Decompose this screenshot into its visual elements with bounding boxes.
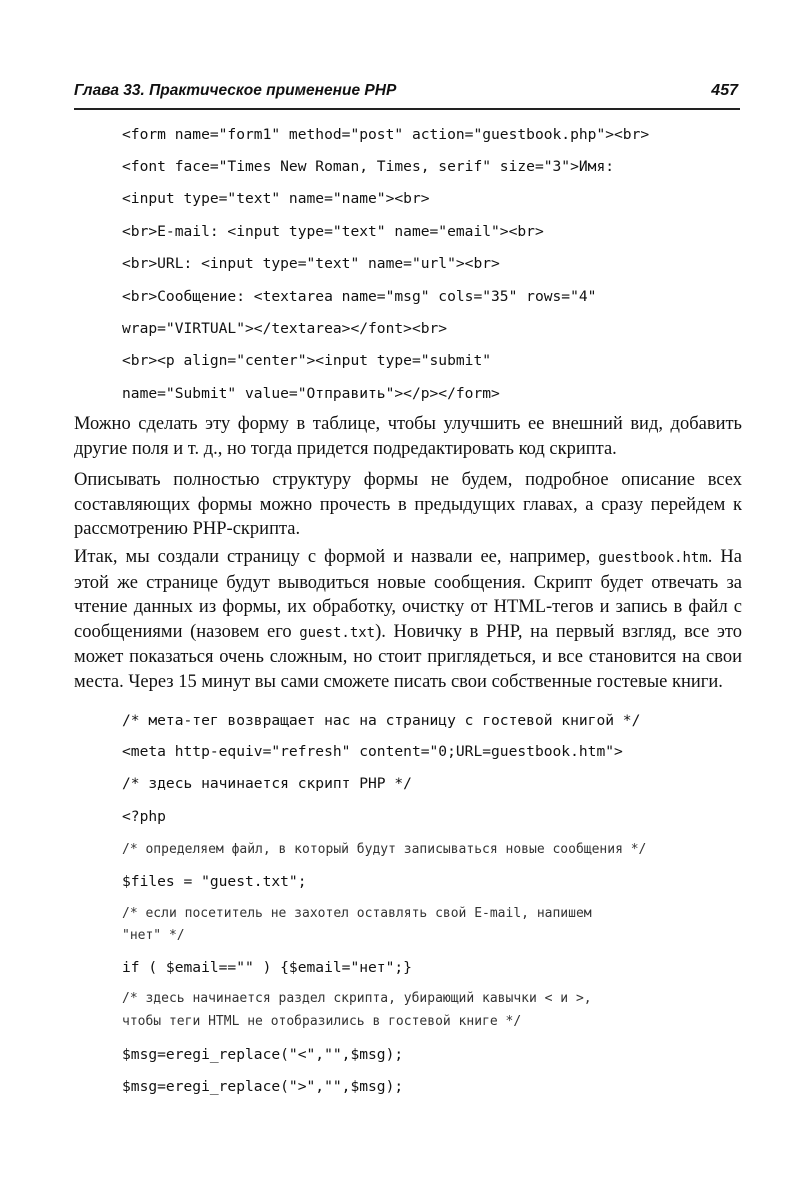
code-line: <?php: [122, 808, 166, 825]
paragraph-text: . На этой же странице будут выводиться новые сообщения. Скрипт будет отвечать за чтение данных из формы, их обработку, очистку от HTML-тегов и запись в файл с сообщениями (назовем его: [74, 547, 742, 642]
code-line: $msg=eregi_replace("<","",$msg);: [122, 1046, 404, 1063]
page-number: 457: [711, 82, 738, 99]
code-line: $msg=eregi_replace(">","",$msg);: [122, 1078, 404, 1095]
body-paragraph: [74, 545, 742, 694]
code-line: <form name="form1" method="post" action="guestbook.php"><br>: [122, 126, 650, 143]
code-comment: /* здесь начинается раздел скрипта, убирающий кавычки < и >,: [122, 991, 592, 1006]
code-line: if ( $email=="" ) {$email="нет";}: [122, 959, 412, 976]
code-line: wrap="VIRTUAL"></textarea></font><br>: [122, 320, 448, 337]
code-line: <br>E-mail: <input type="text" name="email"><br>: [122, 223, 544, 240]
running-header: [74, 82, 738, 104]
code-comment: /* здесь начинается скрипт PHP */: [122, 775, 412, 792]
filename-inline: guest.txt: [299, 624, 376, 641]
paragraph-text: Итак, мы создали страницу с формой и назвали ее, например,: [74, 547, 599, 567]
code-line: <font face="Times New Roman, Times, serif" size="3">Имя:: [122, 158, 615, 175]
code-comment: /* мета-тег возвращает нас на страницу с гостевой книгой */: [122, 712, 641, 729]
chapter-title: Глава 33. Практическое применение PHP: [74, 82, 397, 99]
code-line: <input type="text" name="name"><br>: [122, 190, 430, 207]
header-rule: [74, 108, 740, 110]
code-comment: "нет" */: [122, 928, 185, 943]
code-comment: /* если посетитель не захотел оставлять свой E-mail, напишем: [122, 906, 592, 921]
paragraph-text: ). Новичку в PHP, на первый взгляд, все это может показаться очень сложным, но стоит приглядеться, и все становится на свои места. Через 15 минут вы сами сможете писать свои собственные гостевые книги.: [74, 621, 743, 692]
filename-inline: guestbook.htm: [598, 550, 708, 566]
code-line: <br>Сообщение: <textarea name="msg" cols="35" rows="4": [122, 288, 597, 305]
code-line: name="Submit" value="Отправить"></p></form>: [122, 385, 500, 402]
code-line: <br><p align="center"><input type="submit": [122, 352, 492, 369]
code-line: <meta http-equiv="refresh" content="0;URL=guestbook.htm">: [122, 743, 623, 760]
code-comment: чтобы теги HTML не отобразились в гостевой книге */: [122, 1014, 522, 1029]
body-paragraph: Можно сделать эту форму в таблице, чтобы улучшить ее внешний вид, добавить другие поля и т. д., но тогда придется подредактировать код скрипта.: [74, 414, 742, 459]
code-comment: /* определяем файл, в который будут записываться новые сообщения */: [122, 842, 647, 857]
code-line: <br>URL: <input type="text" name="url"><br>: [122, 255, 500, 272]
body-paragraph: Описывать полностью структуру формы не будем, подробное описание всех составляющих формы можно прочесть в предыдущих главах, а сразу перейдем к рассмотрению PHP-скрипта.: [74, 470, 742, 539]
code-line: $files = "guest.txt";: [122, 873, 307, 890]
